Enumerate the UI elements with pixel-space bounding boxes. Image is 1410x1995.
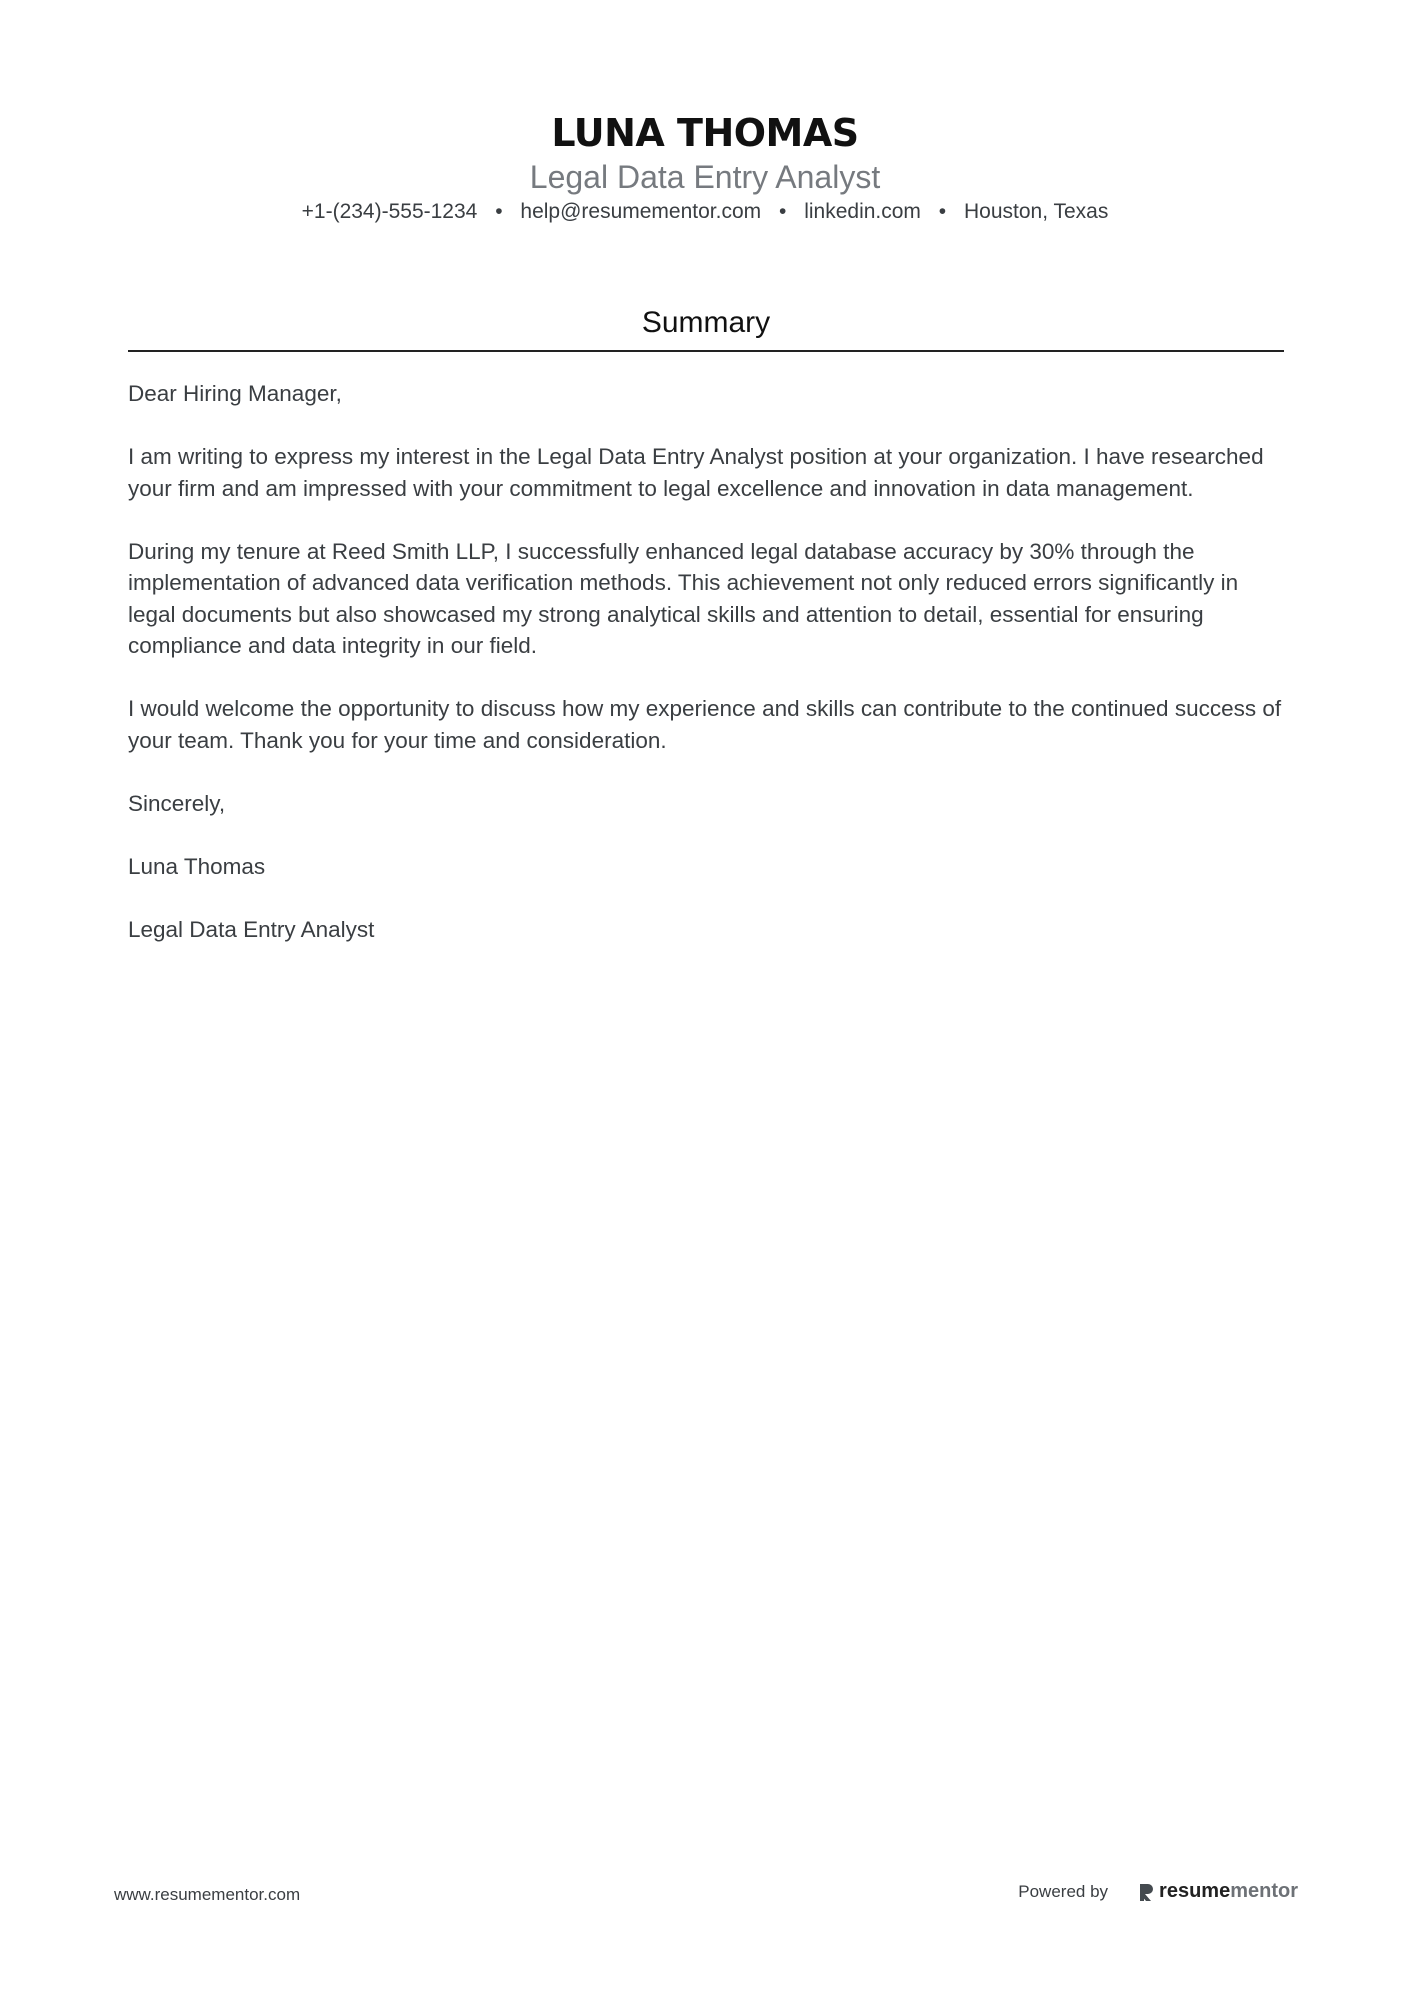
contact-location: Houston, Texas xyxy=(963,200,1109,223)
contact-separator: • xyxy=(938,200,947,223)
resumementor-logo-icon xyxy=(1138,1882,1154,1902)
contact-separator: • xyxy=(779,200,787,223)
section-title: Summary xyxy=(641,306,771,339)
contact-phone: +1-(234)-555-1234 xyxy=(301,200,478,223)
signature-name: Luna Thomas xyxy=(128,853,266,879)
contact-separator: • xyxy=(495,200,503,223)
footer-branding xyxy=(1018,1880,1298,1903)
candidate-name: LUNA THOMAS xyxy=(551,111,859,155)
powered-by-label: Powered by xyxy=(1018,1881,1109,1901)
letter-paragraph: I am writing to express my interest in the Legal Data Entry Analyst position at your organization. I have researched your firm and am impressed with your commitment to legal excellence and innovation in data management. xyxy=(128,444,1264,501)
closing: Sincerely, xyxy=(128,790,226,816)
letter-paragraph: During my tenure at Reed Smith LLP, I successfully enhanced legal database accuracy by 30% through the implementation of advanced data verification methods. This achievement not only reduced errors significantly in legal documents but also showcased my strong analytical skills and attention to detail, essential for ensuring compliance and data integrity in our field. xyxy=(128,538,1239,658)
salutation: Dear Hiring Manager, xyxy=(128,381,342,406)
contact-line xyxy=(0,198,1410,226)
header xyxy=(0,110,1410,226)
letter-body xyxy=(128,378,1284,977)
letter-paragraph: I would welcome the opportunity to discuss how my experience and skills can contribute to the continued success of your team. Thank you for your time and consideration. xyxy=(128,696,1282,753)
contact-email[interactable]: help@resumementor.com xyxy=(520,200,762,223)
brand-name-part1: resume xyxy=(1159,1880,1231,1902)
candidate-title: Legal Data Entry Analyst xyxy=(529,159,881,195)
section-divider xyxy=(128,350,1284,352)
contact-linkedin[interactable]: linkedin.com xyxy=(804,200,921,223)
brand-name-part2: mentor xyxy=(1230,1880,1298,1902)
brand-logo[interactable] xyxy=(1138,1880,1298,1903)
footer-website[interactable]: www.resumementor.com xyxy=(114,1885,301,1904)
signature-title: Legal Data Entry Analyst xyxy=(128,916,375,942)
